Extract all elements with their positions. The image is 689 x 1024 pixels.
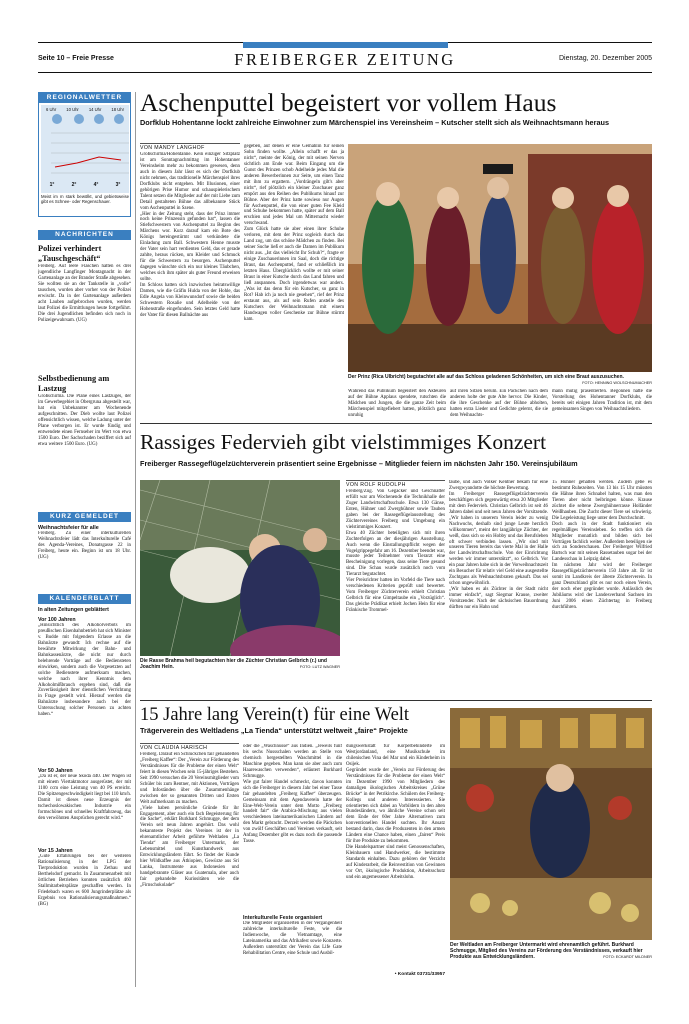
kalender-text: „Da ist er, der neue Skoda 440. Der Wagen ist mit einem Viertaktmotor ausgerüstet, der mit 1100 ccm eine Leistung von 40 PS erreicht. Die Spitzengeschwindigkeit liegt bei 110 km/h. Damit ist dieses neue Erzeugnis der tschechoslowakischen Industrie ein formschönes und schnelles Kraftfahrzeug, das den verwöhnten Ansprüchen gerecht wird.“ — [38, 774, 131, 821]
section-title: FREIBERGER ZEITUNG — [234, 50, 456, 69]
photo-credit: FOTO: HENNING WOLSCHNUMACHER — [582, 381, 652, 385]
news-item-title: Selbstbedienung am Lastzug — [38, 374, 110, 393]
kalender-text: „Gute Erfahrungen bei der weiteren Rationalisierung in der LPG der Tierproduktion wurden in Zethau und Berthelsdorf gemacht. In Zusammenarbeit mit örtlichen Betrieben konnten zusätzlich 460 Stallmitarbeitsplätze geschaffen werden. In Friedebach waren es 600 Jungrinderplätze als Ergebnis von Rationalisierungsmaßnahmen.“ (BG) — [38, 854, 131, 907]
weather-temp: 1° — [49, 182, 55, 188]
weather-chart — [41, 105, 129, 193]
kalender-box — [38, 594, 131, 938]
news-item-title: Polizei verhindert „Tauschgeschäft“ — [38, 244, 102, 263]
article-column: Während das Publikum begeistert den Akteuren auf der Bühne Applaus spendete, rutschten die Mädchen und Jungen, die die ganze Zeit beim Märchenspiel mitgefiebert hatten, plötzlich ganz unruhig — [348, 389, 446, 417]
photo-caption — [140, 658, 340, 670]
news-item-text: Großschirma. Die Plane eines Lastzuges, der im Gewerbegebiet in Obergruna abgestellt war, hat ein Unbekannter am Wochenende aufgeschnitten. Der Dieb wollte laut Polizei offensichtlich wissen, welche Ladung unter der Plane verborgen ist. Er wurde fündig und entwendete einen Fernseher im Wert von etwa 1500 Euro. Der Sachschaden beziffert sich auf etwa weitere 1500 Euro. (UG) — [38, 394, 131, 447]
article-column — [243, 744, 342, 984]
column-subhead: Interkulturelle Feste organisiert — [243, 915, 323, 921]
news-box — [38, 230, 131, 489]
kalender-heading: KALENDERBLATT — [38, 594, 131, 604]
article-column: Freiberg/Zug. Von Gegacker und Geschnatter erfüllt war am Wochenende die Technikhalle der Zuger Landwirtschaftsschule. Etwa 130 Gänse, Enten, Hühner und Zwerghühner sowie Tauben gaben bei der Rassegeflügelausstellung des Züchtervereines Freiberg und Umgebung ein vielstimmiges Konzert. Etwa 40 Züchter beteiligten sich mit ihren Zuchterfolgen an der diesjährigen Ausstellung. Auch wenn die Einstallungspflicht wegen der Vogelgrippegefahr am 16. Dezember beendet war, musste jeder Teilnehmer vom Tierarzt eine Bescheinigung vorlegen, dass seine Tiere gesund sind. Die Schau wurde zusätzlich noch vom Tierarzt begutachtet. Vier Preisrichter hatten im Vorfeld die Tiere nach verschiedenen Kriterien geprüft und bewertet. Vom Freiberger Züchterverein erhielt Christian Gelbrich für eine Gimpeltaube ein „Vorzüglich“. Das gleiche Prädikat erhielt Jochen Hein für eine Fränkische Trommel- — [346, 489, 445, 614]
weather-heading: REGIONALWETTER — [39, 93, 130, 103]
article-aschenputtel — [140, 88, 652, 418]
weather-temp: 3° — [115, 182, 121, 188]
article-column: gegeben, auf denen er eine Gemahlin für seinen Sohn finden wollte. „Allein schafft er das ja nicht“, meinte der König, der mit seinen Nerven sichtlich am Ende war. Beim Eingang um die Gunst des Prinzen schob Adelheide jedes Mal die anderen Bewerberinnen zur Seite, um einen Tanz mit ihm zu ergattern. „Vordrängeln gilt's aber nicht“, rief plötzlich ein kleiner Zuschauer ganz empört aus den Reihen des Publikums hinauf zur Bühne. Aber der Prinz hatte sowieso nur Augen für Aschenputtel, die von einer guten Fee Kleid und Schuhe bekommen hatte, später auf dem Ball erschien und jedes Mal um Mitternacht wieder verschwand. Zum Glück hatte sie aber einen ihrer Schuhe verloren, mit dem der Prinz sogleich durch das Land zog, um das schöne Mädchen zu finden. Bei seiner Suche ließ er auch die Damen im Publikum nicht aus. „Ist das vielleicht Ihr Schuh?“, fragte er einige Zuschauerinnen im Saal, doch die richtige Braut, das Aschenputtel, fand er schließlich im letzten Haus. Überglücklich wollte er mit seiner Braut in einer Kutsche durch das Land fahren und ließ anspannen. Doch irgendetwas war anders. „Was ist das denn für ein Kutscher, so ganz in Rot? Hab ich ja noch nie gesehen“, rief der Prinz erstaunt aus, als auf sein Rufen anstelle des Kutschers der Weihnachtsmann mit einem Handwagen voller Geschenke zur Bühne stürmt kam. — [244, 144, 344, 322]
issue-date: Dienstag, 20. Dezember 2005 — [559, 55, 652, 62]
weather-time: 10 Uhr — [66, 107, 79, 112]
weather-temp: 2° — [71, 182, 77, 188]
caption-text: Die Rasse Brahma heil begutachten hier die Züchter Christian Gelbrich (r.) und Joachim Hein. — [140, 658, 327, 670]
kurz-box — [38, 512, 131, 579]
column-text: oder die „Waschnüsse“ aus Indien. „Jeweils fünf bis sechs Nussschalen werden an Stelle von chemisch hergestellten Waschmittel in die Maschine gegeben. Man kann sie aber auch zum Haarewaschen verwenden“, erläutert Burkhard Schmugge. Wie gut fairer Handel schmeckt, davon konnten sich die Freiberger in diesem Jahr bei einer Tasse fair gehandelten „Freiberg Kaffee“ überzeugen. Gemeinsam mit dem Agendaverein hatte der Eine-Welt-Verein unter dem Motto „Freiberg handelt fair“ die Arabica-Mischung aus vielen verschiedenen lateinamerikanischen Ländern auf den Markt gebracht. Derzeit werden die Päckchen von zwölf Geschäften und Vereinen verkauft, seit Anfang Dezember gibt es dazu noch die passende Tasse. — [243, 744, 342, 845]
weltladen-photo — [450, 708, 652, 940]
contact-line: • Kontakt 03731/33957 — [394, 972, 445, 977]
page-number: Seite 10 – Freie Presse — [38, 55, 114, 62]
kurz-heading: KURZ GEMELDET — [38, 512, 131, 522]
weather-time: 14 Uhr — [88, 107, 102, 112]
caption-text: Der Weltladen am Freiberger Untermarkt wird ehrenamtlich geführt. Burkhard Schmugge, Mitglied des Vereins zur Förderung des Verständnisses, verkauft hier Produkte aus Entwicklungsländern. — [450, 942, 643, 960]
kalender-year: Vor 15 Jahren — [38, 848, 73, 854]
federvieh-photo — [140, 480, 340, 656]
article-column — [346, 744, 445, 984]
kalender-text: „Hinsichtlich des Alkoholverbots im preußischen Eisenbahnbetrieb hat sich Minister v. Budde mit folgendem Erlasse an die Bahnärzte gewandt: Ich rechne auf die bewährte Mitwirkung der Bahn- und Bahnkassenärzte, die nicht nur durch belehrende Vorträge auf die Bediensteten einwirken, sondern auch die Vorgesetzten auf solche Bedienstete aufmerksam machen, welche nach ihrer Kenntnis dem Alkoholmißbrauch ergeben sind, daß die Zuverlässigkeit ihrer dienstlichen Verrichtung in Frage gestellt wird. Hierauf werden die Bahnärzte insbesondere auch bei der Untersuchung solcher Personen zu achten haben.“ — [38, 623, 131, 718]
article-column: 15 Hühner gehalten werden. Zudem gebe es bestimmt Ruhezeiten. Von 13 bis 15 Uhr müssten die Hähne ihren Schnabel halten, was man den Tieren aber nicht beibringen könne. Krause züchtet die seltene Zwerghühnerrasse Holländer Weißhauben. Die Zucht dieser Tiere sei schwierig. Die Legeleistung liege unter dem Durchschnitt. Doch auch in der Stadt funktioniert ein regelmäßiges Vereinsleben. So treffen sich die Mitglieder monatlich und bilden sich bei Vorträgen fachlich weiter. Außerdem beteiligen sie sich an Sonderschauen. Der Freiberger Wilfried Bartsch war mit seinen Rassetauben sogar bei der Landesschau in Leipzig dabei. Im nächsten Jahr wird der Freiberger Rassegeflügelzüchterverein 150 Jahre alt. Er ist somit im Landkreis der älteste Züchterverein. In ganz Deutschland gibt es nur noch einen Verein, der noch eher gegründet wurde. Anlässlich des Jubiläums wird der Landesverband Sachsen im Juni 2006 einen Züchtertag in Freiberg durchführen. — [552, 480, 652, 611]
photo-caption — [348, 374, 652, 386]
article-byline: VON ROLF RUDOLPH — [346, 480, 445, 488]
photo-caption — [450, 942, 652, 960]
article-headline: Aschenputtel begeistert vor vollem Haus — [140, 88, 557, 117]
weather-text: Meist im m stark bewölkt, und gebietsweise gibt es Schnee- oder Regenschauer. — [41, 194, 129, 204]
article-column: Freiberg. Darauf ein Schlückchen fair gehandelten „Freiberg Kaffee“: Der „Verein zur Förderung des Verständnisses für die Probleme der einen Welt“ feiert in diesen Wochen sein 15-jähriges Bestehen. Seit 1990 versuchen die 20 Vereinsmitglieder vom Schüler bis zum Rentner, mit Aktionen, Vorträgen und Infoständen über die Zusammenhänge zwischen der so genannten Dritten und Ersten Welt aufmerksam zu machen. „Viele haben persönliche Gründe für ihr Engagement, aber auch ein fach Begeisterung für die Sache“, erklärt Burkhard Schmugge, der dem Verein seit neun Jahren angehört. Das wohl bekannteste Projekt des Vereines ist der in ehrenamtlicher Arbeit geführte Weltladen „La Tienda“ am Freiberger Untermarkt, der Lebensmittel und Kunsthandwerk aus Entwicklungsländern führt. So findet der Kunde hier Wildkaffee aus Äthiopien, Gewürze aus Sri Lanka, Instrumente aus Indonesien und handgebrannte Gläser aus Guatemala, aber auch fair gehandelte Kuriositäten wie die „Firnschokolade“ — [140, 752, 239, 888]
kalender-intro: In alten Zeitungen geblättert — [38, 607, 109, 613]
weather-temp: 4° — [93, 182, 99, 188]
photo-credit: FOTO: LUTZ WAGNER — [299, 665, 340, 669]
article-column: mann mutig präsentierten. Begonnen hatte die Vorstellung des Hohentanner Dorfklubs, die bereits seit einigen Jahren Tradition ist, mit dem gemeinsamen Singen von Weihnachtsliedern. — [552, 389, 652, 412]
page-header — [38, 42, 652, 74]
weather-time: 18 Uhr — [111, 107, 124, 112]
kurz-text: Freiberg. Zu einer interkulturellen Weihnachtsfeier lädt das Interkulturelle Café des Agenda-Vereines, Donatsgasse 22 in Freiberg, heute ein. Beginn ist um 18 Uhr. (UG) — [38, 531, 131, 560]
caption-text: Der Prinz (Rica Ulbricht) begutachtet alle auf das Schloss geladenen Schönheiten, um sich eine Braut auszusuchen. — [348, 374, 624, 380]
article-subhead: Trägerverein des Weltladens „La Tienda“ unterstützt weltweit „faire“ Projekte — [140, 726, 408, 735]
kurz-title: Weihnachtsfeier für alle — [38, 525, 99, 531]
weather-time: 6 Uhr — [46, 107, 57, 112]
aschenputtel-photo — [348, 144, 652, 372]
article-federvieh — [140, 430, 652, 700]
article-column: auf ihren Sitzen herum. Ein Päckchen nach dem anderen holte der gute Alte hervor. Die Kinder, die ihre Geschenke auf der Bühne abholten, hatten extra Lieder und Gedichte gelernt, die sie dem Weihnachts- — [450, 389, 548, 417]
article-subhead: Freiberger Rassegeflügelzüchterverein präsentiert seine Ergebnisse – Mitglieder feiern im nächsten Jahr 150. Vereinsjubiläum — [140, 459, 578, 468]
article-subhead: Dorfklub Hohentanne lockt zahlreiche Einwohner zum Märchenspiel ins Vereinsheim – Kutscher stellt sich als Weihnachtsmann heraus — [140, 118, 610, 127]
article-headline: 15 Jahre lang Verein(t) für eine Welt — [140, 705, 410, 725]
photo-credit: FOTO: ECKARDT MILDNER — [603, 955, 652, 959]
kalender-year: Vor 100 Jahren — [38, 617, 76, 623]
article-weltladen — [140, 704, 652, 986]
article-column: Großschirma/Hohentanne. Kein einziger Sitzplatz ist am Sonntagnachmittag im Hohentanner Vereinsheim mehr zu bekommen gewesen, denn auch in diesem Jahr lässt es sich der Dorfklub nicht nehmen, das traditionelle Märchenspiel ihres Dorfklubs nicht entgehen. Mit Illusionen, einer gehörigen Prise Humor und schauspielerischem Talent setzen die Mitglieder auf der mit Liebe zum Detail gestalteten Bühne das allbekannte Stück vom Aschenputtel in Szene. „Hier in der Zeitung steht, dass der Prinz immer noch keine Prinzessin gefunden hat“, lassen die Stiefschwestern von Aschenputtel zu Beginn des Märchens wor. Kurz darauf kam ein Bote des Königs hereingestürmt und verkündete die Einladung zum Ball. Schwestern Henne musste der Vater sein hart verdienten Geld, das er gerade zahlte, heraus rücken, um Kleider und Schmuck für die Schwestern zu besorgen. Aschenputtel dagegen wünschte sich ein nur kleines Täubchen, welches sich ihm später als guter Freund erweisen sollte. Im Schloss hatten sich inzwischen heiratswillige Damen, wie die Gräfin Hulda von der Hohle, das Edle Angela von Kleinwunsdorf sowie die beiden Schwestern Rosalie und Adelheide von der Hohenstraße eingefunden. Sein letztes Geld hatte der Vater für diesen Ballnächte aus — [140, 152, 240, 318]
article-byline: VON MANDY LANGHOF — [140, 143, 240, 151]
news-heading: NACHRICHTEN — [38, 230, 131, 240]
news-item-text: Freiberg. Auf leere Flaschen hatten es drei jugendliche Langfinger Montagnacht in der Gartenanlage an der Brander Straße abgesehen. Sie wollten sie an der Tankstelle in „volle“ tauschen, wurden aber vorher von der Polizei erwischt. Da in der Gartenanlage außerdem acht Lauben aufgebrochen wurden, werden laut Polizei die Ermittlungen heute fortgeführt. Die drei Jugendlichen befinden sich noch in Polizeigewahrsam. (UG) — [38, 264, 131, 323]
kalender-year: Vor 50 Jahren — [38, 768, 73, 774]
article-byline: VON CLAUDIA HARISCH — [140, 743, 239, 751]
column-text: dungswerkstatt für Körperbehinderte im Westjordanland, eine Musikschule im chilenischen Vina del Mar und ein Kinderheim in Osijek. Gegründet wurde der „Verein zur Förderung des Verständnisses für die Probleme der einen Welt“ im Dezember 1990 von Mitgliedern des damaligen ökologischen Arbeitskreises „Grüne Brücke“ in der Petrikirche. Schülern des Freiberg-Kollegs und anderen Interessierten. Sie orientierten sich dabei an Vorbildern in den alten Bundesländern, wo ähnliche Vereine schon seit dem Ende der 60er Jahre Alternativen zum konventionellen Handel suchten. Ihr Ansatz bestand darin, dass die Produzenten in den armen Ländern eine Chance haben, einen „fairen“ Preis für ihre Produkte zu bekommen. Die Handelspartner sind meist Genossenschaften, Kleinbauern und Handwerker, die bestimmte Standards einhalten. Dazu gehören der Verzicht auf Kinderarbeit, die Reinvestition von Gewinnen vor Ort, ökologische Produktion, Arbeitsschutz und ein angemessener Arbeitslohn. — [346, 744, 445, 880]
weather-box — [38, 92, 131, 217]
column-text: Die Mitglieder organisierten in der Vergangenheit zahlreiche interkulturelle Feste, wie die Indienwoche, die Vietnamtage, eine Lateinamerika und das Afrikafest sowie Konzerte. Außerdem unterstützt der Verein das Life Gate Rehabilitation Centre, eine Schule und Ausbil- — [243, 921, 342, 956]
article-column: taube, und auch Volker Kentner bekam für eine Zwergwyandotte die höchste Bewertung. Im Freiberger Rassegeflügelzüchterverein beschäftigen sich gegenwärtig etwa 20 Mitglieder mit dem Federvieh. Christian Gelbrich ist seit 46 Jahren dabei und seit neun Jahren der Vorsitzende. „Wir haben in unserem Verein leider zu wenig Nachwuchs, deshalb sind junge Leute herzlich willkommen“, meint der langjährige Züchter, der weiß, dass sich so ein Hobby und das Berufsleben oft schwer verbinden lassen. „Wir sind mit unseren Tieren bereits das vierte Mal in der Halle der Landwirtschaftsschule. Von der Einrichtung werden wir immer unterstützt“, so Gelbrich. Vor ein paar Jahren habe sich in der Vorweihnachtszeit ein Besucher für relativ viel Geld eine ausgestellte Zuchtgans als Weihnachtsbraten gekauft. Das sei schon ungewöhnlich. „Wir haben es als Züchter in der Stadt nicht immer einfach“, sagt Siegmar Krause, zweiter Vorsitzender. Nach der sächsischen Bauordnung dürften nur ein Hahn und — [449, 480, 548, 611]
article-headline: Rassiges Federvieh gibt vielstimmiges Konzert — [140, 430, 547, 454]
sidebar — [38, 92, 131, 984]
